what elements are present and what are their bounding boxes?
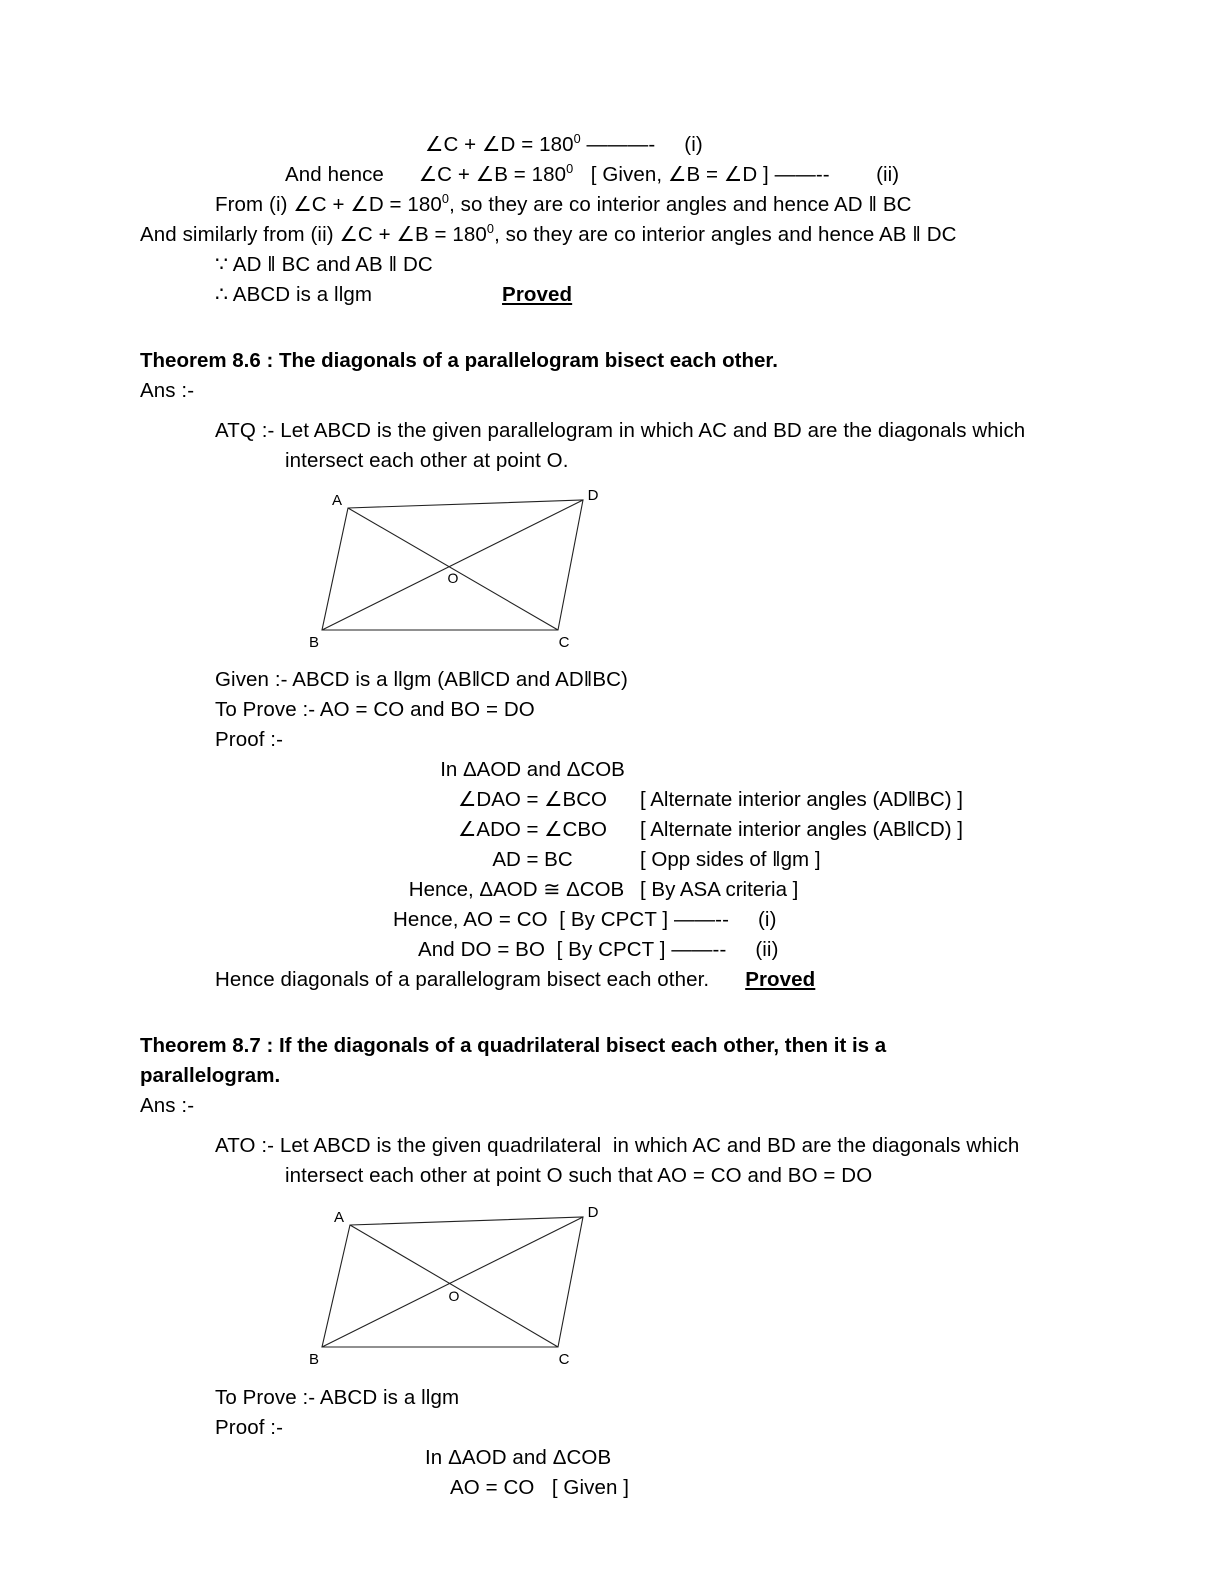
eq4-text: And similarly from (ii) ∠C + ∠B = 180 <box>140 223 487 246</box>
proof-step-reason: [ Opp sides of ‖gm ] <box>640 848 821 871</box>
diagonal-bd <box>322 500 583 630</box>
theorem-8-6-conclusion-row <box>140 965 1084 995</box>
theorem-8-6-atq-line-1: ATQ :- Let ABCD is the given parallelogram in which AC and BD are the diagonals which <box>215 419 1026 442</box>
intersection-label-o: O <box>448 1288 460 1304</box>
theorem-8-6-ans-label: Ans :- <box>140 379 195 402</box>
proof-step-statement: Hence, ΔAOD ≅ ΔCOB <box>408 878 625 901</box>
proof-step-row <box>140 815 1084 845</box>
theorem-8-6-given: Given :- ABCD is a llgm (AB‖CD and AD‖BC) <box>215 668 628 691</box>
theorem-8-7-heading-line-2: parallelogram. <box>140 1064 281 1087</box>
proof-step-statement: And DO = BO [ By CPCT ] ——-- (ii) <box>418 938 779 961</box>
proof-step-statement: AO = CO [ Given ] <box>450 1476 630 1499</box>
theorem-8-7-ans-label: Ans :- <box>140 1094 195 1117</box>
proof-step-reason: [ Alternate interior angles (AB‖CD) ] <box>640 818 963 841</box>
vertex-label-d: D <box>587 1204 599 1221</box>
proof-step-row <box>140 875 1084 905</box>
theorem-8-6-conclusion: Hence diagonals of a parallelogram bisect each other. <box>215 968 710 991</box>
proof-step-statement: In ΔAOD and ΔCOB <box>440 758 625 781</box>
eq6-text: ∴ ABCD is a llgm <box>215 283 373 306</box>
figure-2-strokes <box>322 1217 583 1347</box>
theorem-8-7-ato-line-2: intersect each other at point O such that AO = CO and BO = DO <box>285 1164 873 1187</box>
eq1-after: ———- (i) <box>580 133 703 156</box>
page-content <box>140 130 1084 1503</box>
vertex-label-c: C <box>558 634 570 651</box>
theorem-8-7-heading-line-1: Theorem 8.7 : If the diagonals of a quadrilateral bisect each other, then it is a <box>140 1034 887 1057</box>
eq4-after: , so they are co interior angles and hence AB ‖ DC <box>494 223 957 246</box>
intersection-label-o: O <box>447 570 459 586</box>
equation-line-2 <box>140 160 1084 190</box>
eq4-sup: 0 <box>486 221 495 237</box>
theorem-8-7-block <box>140 1031 1084 1503</box>
equation-line-6 <box>140 280 1084 310</box>
proof-step-row <box>140 1473 1084 1503</box>
figure-1-strokes <box>322 500 583 630</box>
proof-step-row <box>140 905 1084 935</box>
eq1-text: ∠C + ∠D = 180 <box>425 133 574 156</box>
vertex-label-a: A <box>333 1209 345 1226</box>
vertex-label-a: A <box>331 492 343 509</box>
eq1-sup: 0 <box>573 131 581 147</box>
proof-step-reason: [ By ASA criteria ] <box>640 878 799 901</box>
proof-step-row <box>140 1443 1084 1473</box>
vertex-label-c: C <box>558 1351 570 1368</box>
equation-line-4 <box>140 220 1084 250</box>
proved-label-8-6: Proved <box>745 968 816 991</box>
theorem-8-6-proof-label: Proof :- <box>215 728 284 751</box>
proof-step-reason: [ Alternate interior angles (AD‖BC) ] <box>640 788 963 811</box>
theorem-8-7-proof-label: Proof :- <box>215 1416 284 1439</box>
quadrilateral-abcd-diagram <box>300 1203 630 1373</box>
vertex-label-b: B <box>308 634 320 651</box>
proof-step-statement: ∠ADO = ∠CBO <box>458 818 607 841</box>
eq3-sup: 0 <box>441 191 450 207</box>
eq2-after: [ Given, ∠B = ∠D ] ——-- (ii) <box>573 163 900 186</box>
theorem-8-6-heading: Theorem 8.6 : The diagonals of a parallelogram bisect each other. <box>140 349 778 372</box>
figure-1-wrap <box>140 490 1084 655</box>
diagonal-ac <box>348 508 558 630</box>
eq2-text: And hence ∠C + ∠B = 180 <box>285 163 567 186</box>
equation-line-5 <box>140 250 1084 280</box>
proof-step-row <box>140 785 1084 815</box>
theorem-8-6-to-prove: To Prove :- AO = CO and BO = DO <box>215 698 535 721</box>
proof-step-statement: ∠DAO = ∠BCO <box>458 788 607 811</box>
equation-line-3 <box>140 190 1084 220</box>
eq2-sup: 0 <box>566 161 574 177</box>
theorem-8-7-ato-line-1: ATO :- Let ABCD is the given quadrilateral in which AC and BD are the diagonals which <box>215 1134 1020 1157</box>
previous-proof-block <box>140 130 1084 310</box>
vertex-label-b: B <box>308 1351 320 1368</box>
proved-label-prev: Proved <box>502 283 573 306</box>
equation-line-1 <box>140 130 1084 160</box>
vertex-label-d: D <box>587 490 599 504</box>
diagonal-bd <box>322 1217 583 1347</box>
eq3-text: From (i) ∠C + ∠D = 180 <box>215 193 442 216</box>
theorem-8-6-block <box>140 346 1084 995</box>
eq3-after: , so they are co interior angles and hence AD ‖ BC <box>449 193 912 216</box>
parallelogram-abcd-diagram <box>300 490 630 655</box>
proof-step-row <box>140 755 1084 785</box>
diagonal-ac <box>350 1225 558 1347</box>
eq5-text: ∵ AD ‖ BC and AB ‖ DC <box>215 253 433 276</box>
proof-step-statement: In ΔAOD and ΔCOB <box>425 1446 612 1469</box>
proof-step-statement: AD = BC <box>492 848 573 871</box>
figure-2-wrap <box>140 1203 1084 1373</box>
theorem-8-6-atq-line-2: intersect each other at point O. <box>285 449 569 472</box>
theorem-8-7-to-prove: To Prove :- ABCD is a llgm <box>215 1386 460 1409</box>
proof-step-row <box>140 935 1084 965</box>
proof-step-statement: Hence, AO = CO [ By CPCT ] ——-- (i) <box>393 908 777 931</box>
proof-step-row <box>140 845 1084 875</box>
